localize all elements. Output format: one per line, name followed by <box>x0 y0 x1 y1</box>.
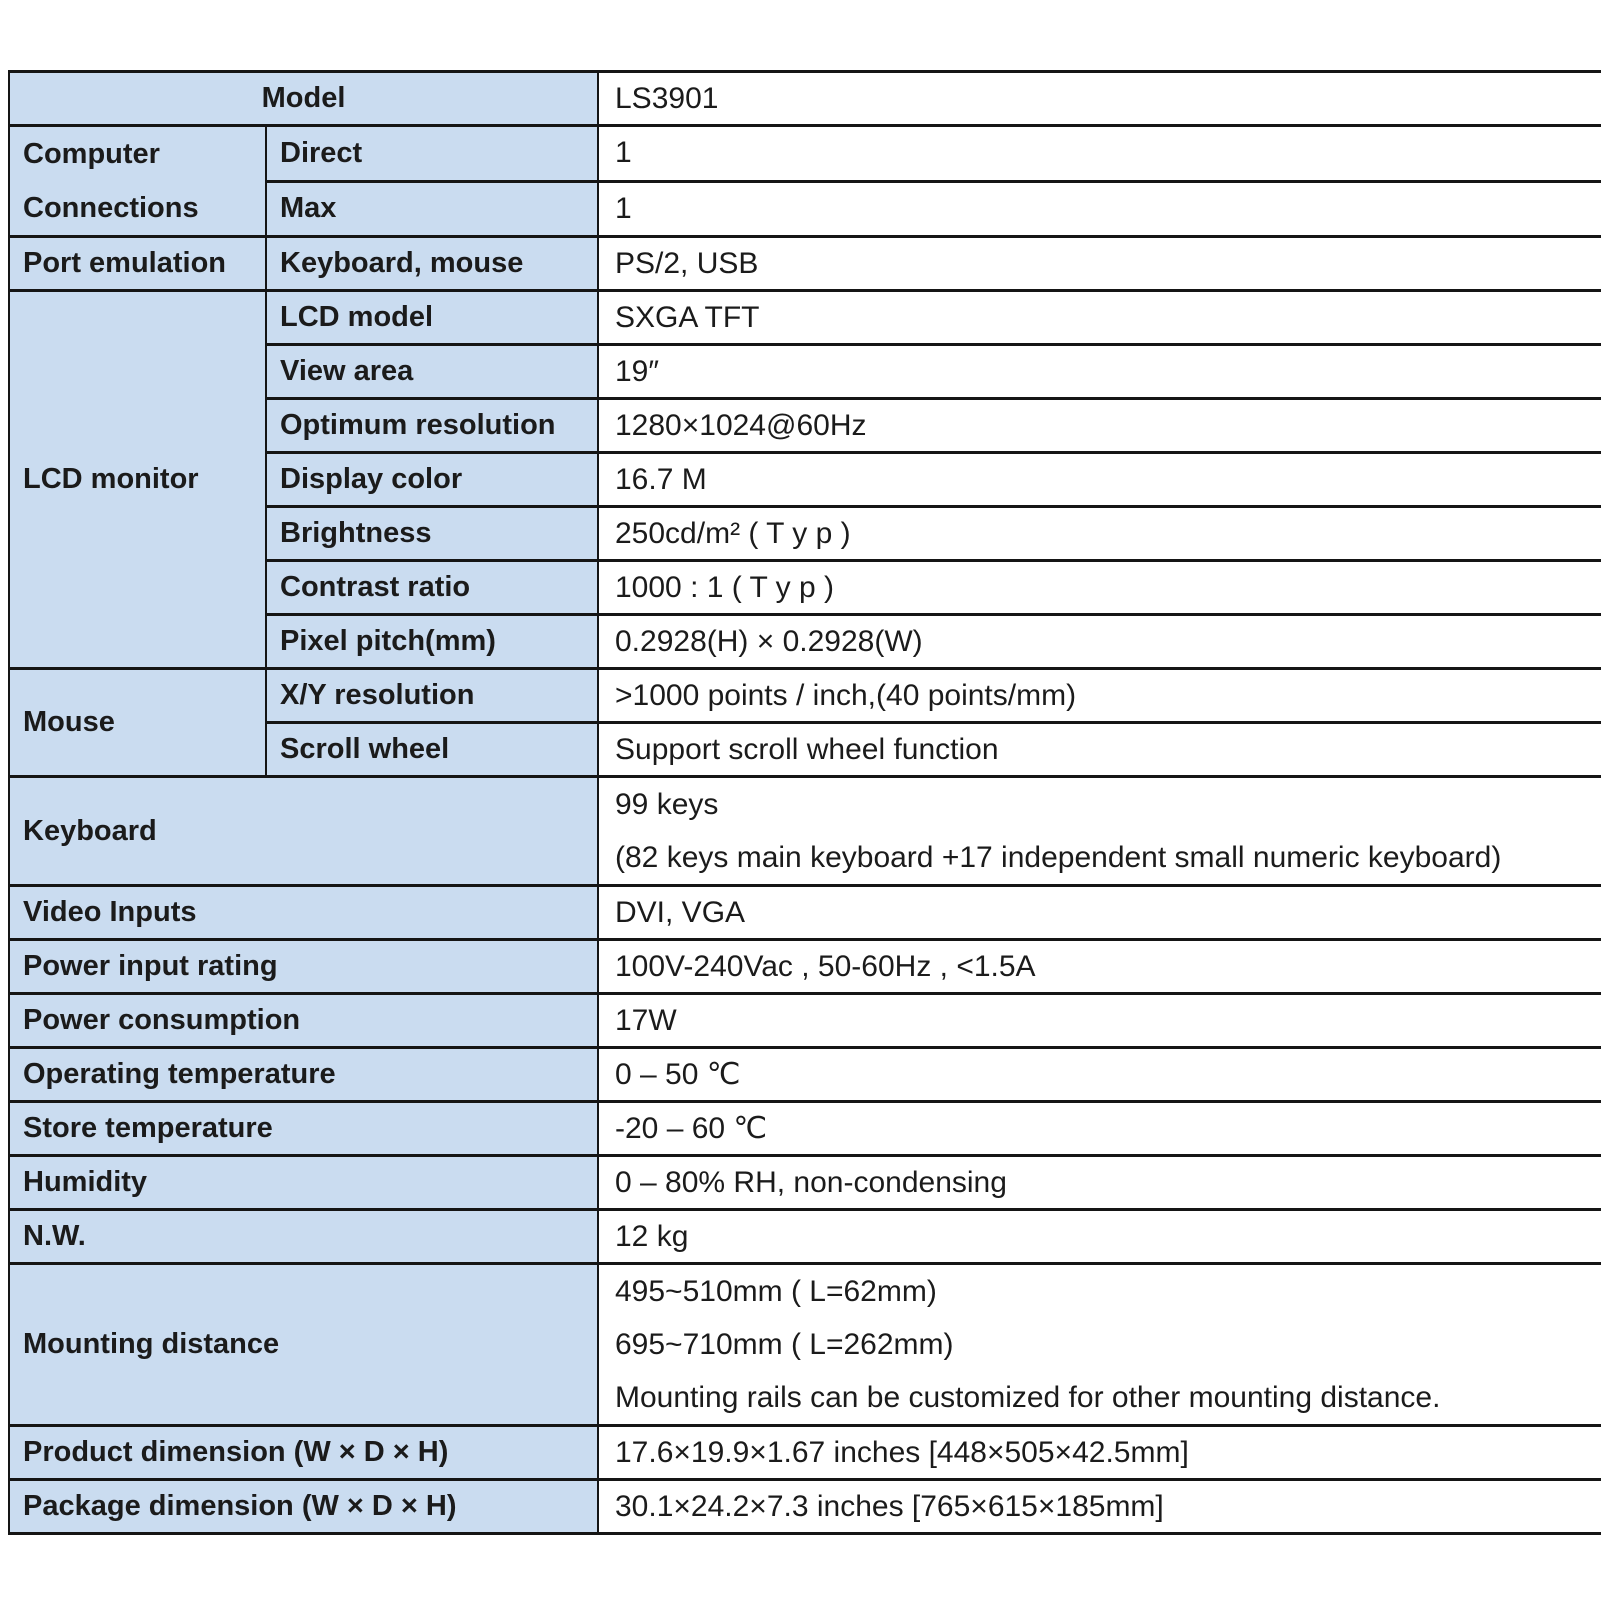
spec-table <box>8 70 1601 1535</box>
package-dimension-value: 30.1×24.2×7.3 inches [765×615×185mm] <box>598 1480 1601 1534</box>
row-package-dimension <box>9 1480 1601 1534</box>
computer-connections-text <box>23 127 265 235</box>
port-emulation-value: PS/2, USB <box>598 237 1601 291</box>
max-value: 1 <box>598 181 1601 237</box>
humidity-value: 0 – 80% RH, non-condensing <box>598 1156 1601 1210</box>
row-net-weight <box>9 1210 1601 1264</box>
keyboard-label: Keyboard <box>9 777 598 886</box>
mounting-distance-label: Mounting distance <box>9 1264 598 1426</box>
power-consumption-value: 17W <box>598 994 1601 1048</box>
pixel-pitch-value: 0.2928(H) × 0.2928(W) <box>598 615 1601 669</box>
power-input-rating-value: 100V-240Vac , 50-60Hz , <1.5A <box>598 940 1601 994</box>
power-input-rating-label: Power input rating <box>9 940 598 994</box>
net-weight-value: 12 kg <box>598 1210 1601 1264</box>
row-keyboard <box>9 777 1601 886</box>
net-weight-label: N.W. <box>9 1210 598 1264</box>
row-mounting-distance <box>9 1264 1601 1426</box>
mounting-distance-value <box>598 1264 1601 1426</box>
display-color-label: Display color <box>266 453 598 507</box>
port-emulation-sub-label: Keyboard, mouse <box>266 237 598 291</box>
row-lcd-model <box>9 291 1601 345</box>
mounting-distance-value-lines <box>615 1265 1601 1424</box>
row-xy-resolution <box>9 669 1601 723</box>
brightness-label: Brightness <box>266 507 598 561</box>
row-model <box>9 72 1601 126</box>
operating-temperature-value: 0 – 50 ℃ <box>598 1048 1601 1102</box>
keyboard-value-lines <box>615 778 1601 884</box>
xy-resolution-label: X/Y resolution <box>266 669 598 723</box>
view-area-label: View area <box>266 345 598 399</box>
direct-value: 1 <box>598 126 1601 182</box>
contrast-ratio-label: Contrast ratio <box>266 561 598 615</box>
lcd-model-value: SXGA TFT <box>598 291 1601 345</box>
computer-connections-group-label <box>9 126 266 237</box>
row-product-dimension <box>9 1426 1601 1480</box>
direct-label: Direct <box>266 126 598 182</box>
row-video-inputs <box>9 886 1601 940</box>
port-emulation-label: Port emulation <box>9 237 266 291</box>
model-value: LS3901 <box>598 72 1601 126</box>
row-store-temperature <box>9 1102 1601 1156</box>
mounting-distance-line1: 495~510mm ( L=62mm) <box>615 1275 937 1308</box>
brightness-value: 250cd/m² ( T y p ) <box>598 507 1601 561</box>
xy-resolution-value: >1000 points / inch,(40 points/mm) <box>598 669 1601 723</box>
row-humidity <box>9 1156 1601 1210</box>
operating-temperature-label: Operating temperature <box>9 1048 598 1102</box>
mounting-distance-line3: Mounting rails can be customized for other mounting distance. <box>615 1381 1441 1414</box>
store-temperature-label: Store temperature <box>9 1102 598 1156</box>
row-power-input-rating <box>9 940 1601 994</box>
computer-connections-line1: Computer <box>23 138 160 170</box>
computer-connections-line2: Connections <box>23 192 199 224</box>
display-color-value: 16.7 M <box>598 453 1601 507</box>
video-inputs-label: Video Inputs <box>9 886 598 940</box>
power-consumption-label: Power consumption <box>9 994 598 1048</box>
scroll-wheel-label: Scroll wheel <box>266 723 598 777</box>
package-dimension-label: Package dimension (W × D × H) <box>9 1480 598 1534</box>
row-power-consumption <box>9 994 1601 1048</box>
row-port-emulation <box>9 237 1601 291</box>
max-label: Max <box>266 181 598 237</box>
optimum-resolution-value: 1280×1024@60Hz <box>598 399 1601 453</box>
humidity-label: Humidity <box>9 1156 598 1210</box>
mounting-distance-line2: 695~710mm ( L=262mm) <box>615 1328 954 1361</box>
keyboard-value-line2: (82 keys main keyboard +17 independent small numeric keyboard) <box>615 841 1502 874</box>
lcd-monitor-group-label: LCD monitor <box>9 291 266 669</box>
lcd-model-label: LCD model <box>266 291 598 345</box>
mouse-group-label: Mouse <box>9 669 266 777</box>
video-inputs-value: DVI, VGA <box>598 886 1601 940</box>
row-operating-temperature <box>9 1048 1601 1102</box>
keyboard-value <box>598 777 1601 886</box>
model-label: Model <box>9 72 598 126</box>
store-temperature-value: -20 – 60 ℃ <box>598 1102 1601 1156</box>
row-direct <box>9 126 1601 182</box>
optimum-resolution-label: Optimum resolution <box>266 399 598 453</box>
keyboard-value-line1: 99 keys <box>615 788 719 821</box>
view-area-value: 19″ <box>598 345 1601 399</box>
contrast-ratio-value: 1000 : 1 ( T y p ) <box>598 561 1601 615</box>
scroll-wheel-value: Support scroll wheel function <box>598 723 1601 777</box>
product-dimension-label: Product dimension (W × D × H) <box>9 1426 598 1480</box>
product-dimension-value: 17.6×19.9×1.67 inches [448×505×42.5mm] <box>598 1426 1601 1480</box>
pixel-pitch-label: Pixel pitch(mm) <box>266 615 598 669</box>
